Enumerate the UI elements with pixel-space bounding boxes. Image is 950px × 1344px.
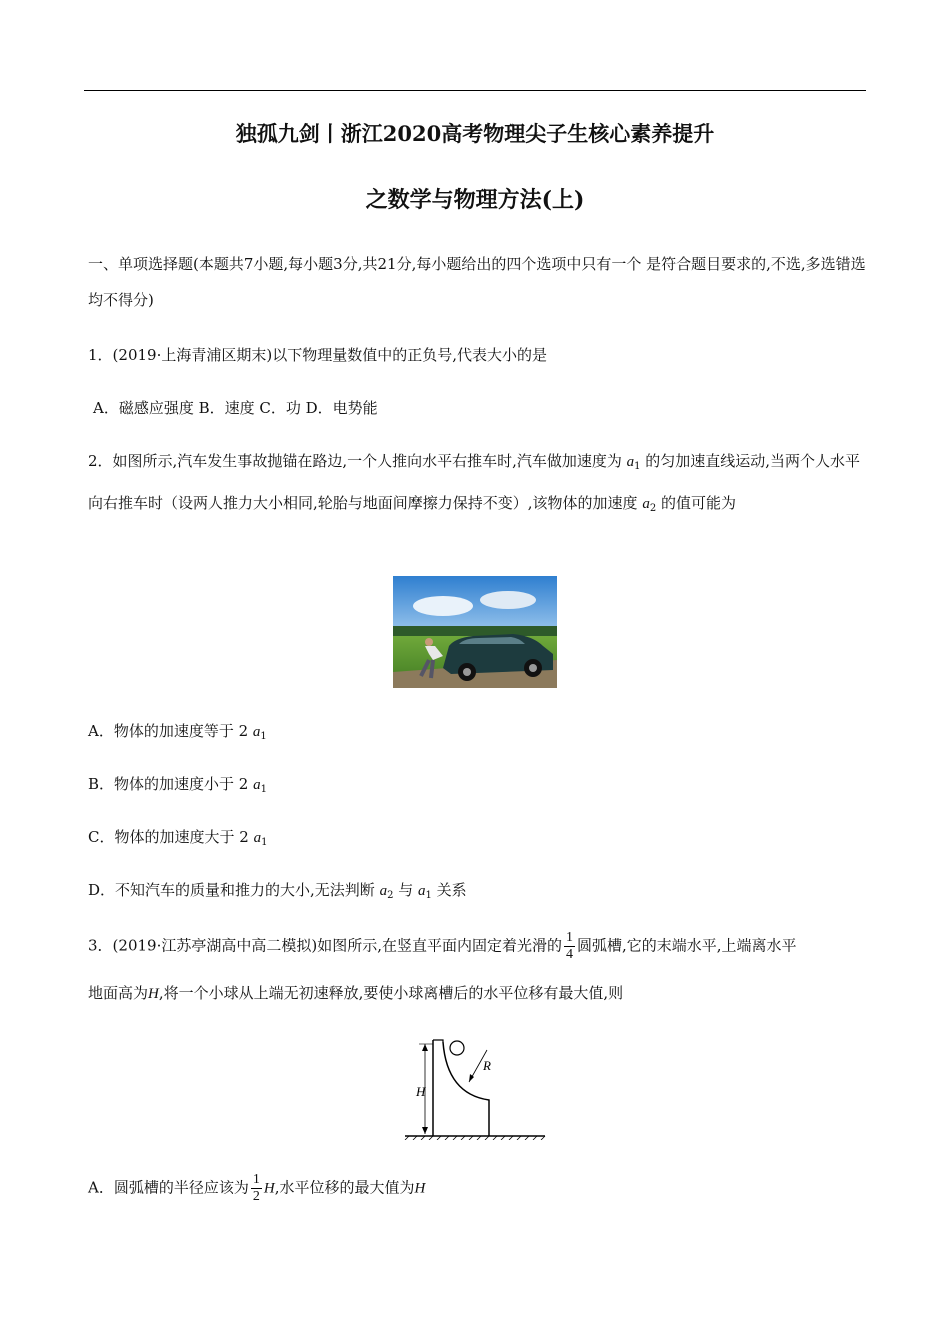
label-r: R [483, 1058, 491, 1073]
page-title: 独孤九剑丨浙江2020高考物理尖子生核心素养提升 [235, 121, 715, 146]
question-2-option-a: A．物体的加速度等于 2 $a_1$ [88, 722, 267, 742]
arc-groove-diagram [403, 1036, 547, 1140]
question-3-option-a: A．圆弧槽的半径应该为 $\frac{1}{2}$ H,水平位移的最大值为H [88, 1172, 426, 1204]
section-heading: 一、单项选择题(本题共7小题,每小题3分,共21分,每小题给出的四个选项中只有一个 是符合题目要求的,不选,多选错选均不得分) [88, 255, 866, 309]
car-push-photo [393, 576, 557, 688]
fraction-half: $\frac{1}{2}$ [252, 1172, 260, 1204]
question-3-stem-line1: 3．(2019·江苏亭湖高中高二模拟)如图所示,在竖直平面内固定着光滑的 $\frac{1}{4}$ 圆弧槽,它的末端水平,上端离水平 [88, 930, 797, 962]
page-subtitle: 之数学与物理方法(上) [365, 187, 585, 213]
question-1-options: A．磁感应强度 B．速度 C．功 D．电势能 [93, 399, 378, 417]
question-3-stem-line2: 地面高为H,将一个小球从上端无初速释放,要使小球离槽后的水平位移有最大值,则 [88, 984, 624, 1002]
question-1-stem: 1．(2019·上海青浦区期末)以下物理量数值中的正负号,代表大小的是 [88, 346, 547, 364]
fraction-quarter: $\frac{1}{4}$ [565, 930, 573, 962]
question-2-option-d: D．不知汽车的质量和推力的大小,无法判断 $a_2$ 与 $a_1$ 关系 [88, 881, 467, 901]
header-rule [84, 90, 866, 91]
label-h: H [416, 1084, 426, 1099]
question-2-stem: 2．如图所示,汽车发生事故抛锚在路边,一个人推向水平右推车时,汽车做加速度为 $a_1$ 的匀加速直线运动,当两个人水平向右推车时（设两人推力大小相同,轮胎与地面间摩擦力保持不变）,该物体的加速度 $a_2$ 的值可能为 [88, 452, 861, 514]
question-2-option-c: C．物体的加速度大于 2 $a_1$ [88, 828, 268, 848]
question-2-option-b: B．物体的加速度小于 2 $a_1$ [88, 775, 267, 795]
